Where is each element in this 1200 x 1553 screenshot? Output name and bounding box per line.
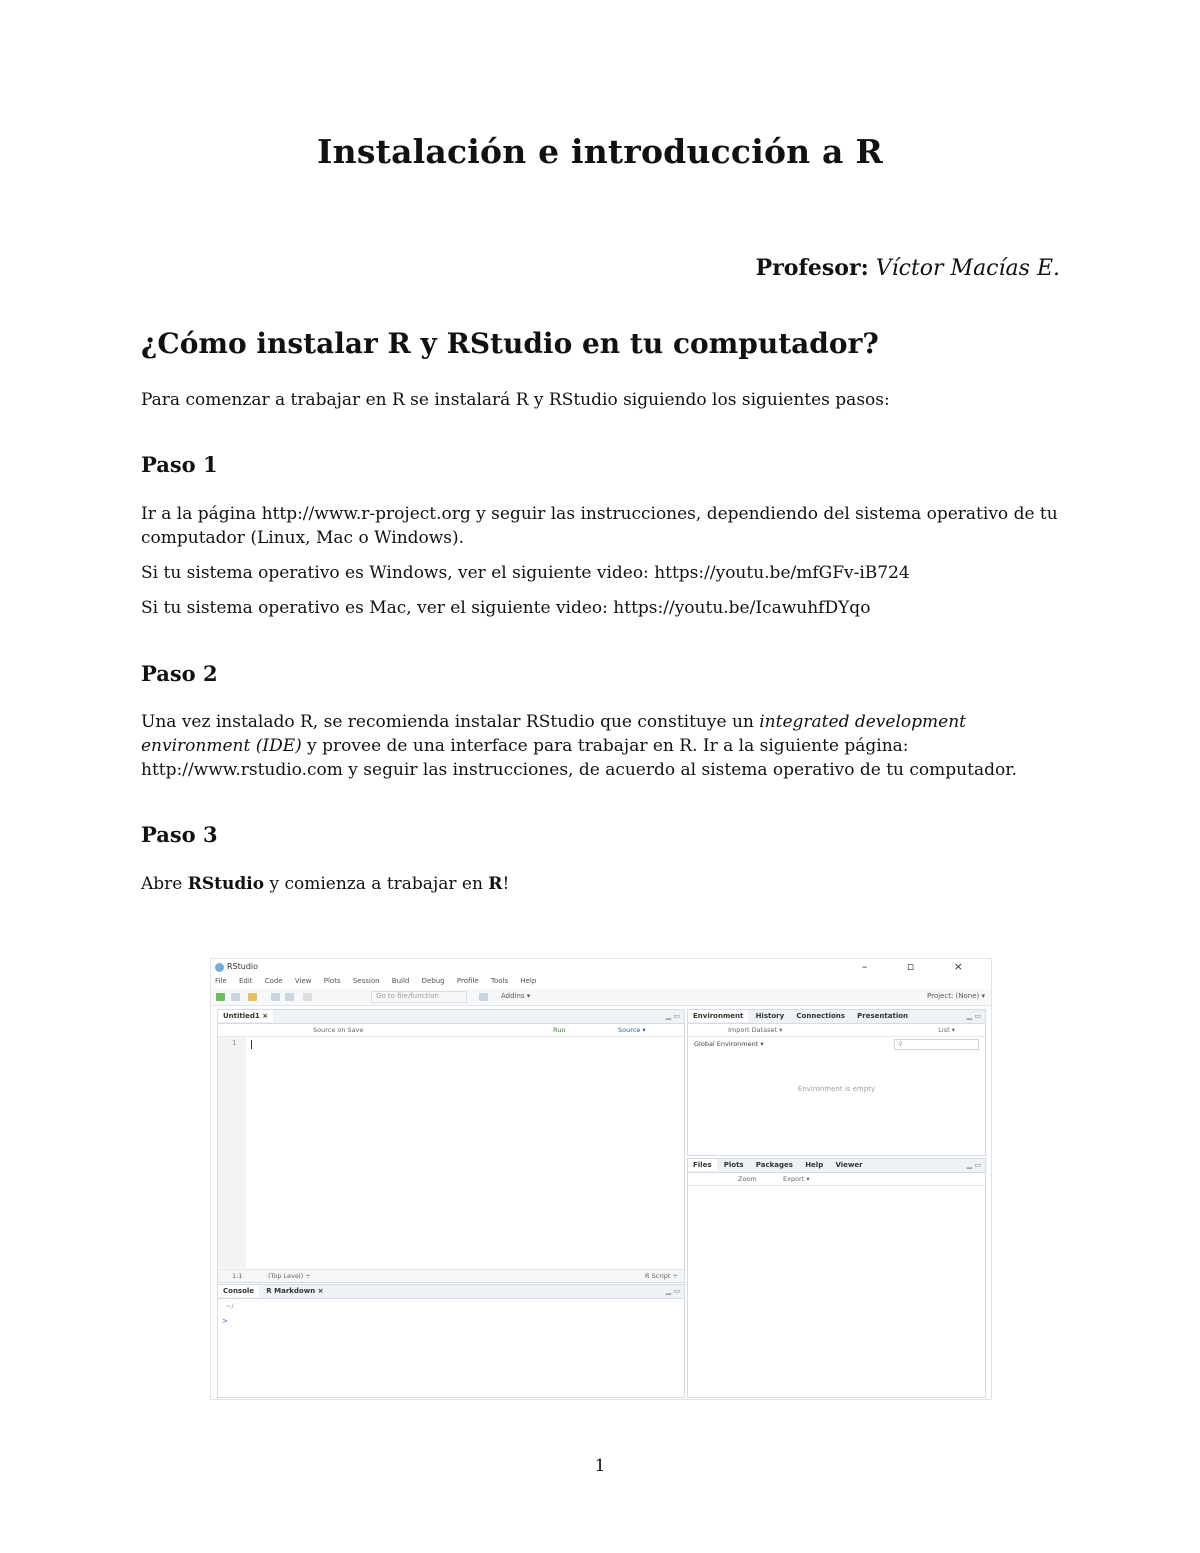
- paso3-text-b: y comienza a trabajar en: [264, 874, 489, 894]
- paso1-heading: Paso 1: [141, 452, 218, 477]
- author-name: Víctor Macías E.: [875, 256, 1060, 281]
- author-label: Profesor:: [755, 255, 869, 281]
- scope-indicator: (Top Level) ÷: [268, 1272, 311, 1280]
- text-cursor: [251, 1040, 252, 1049]
- files-toolbar: [688, 1173, 985, 1186]
- author-line: [756, 255, 1060, 281]
- section-heading: ¿Cómo instalar R y RStudio en tu computador?: [141, 327, 879, 360]
- save-all-icon: [285, 993, 294, 1001]
- paso3-r: R: [488, 874, 503, 894]
- cursor-position: 1:1: [232, 1272, 243, 1280]
- export-button: Export ▾: [783, 1175, 810, 1183]
- console-path: ~/: [226, 1302, 234, 1310]
- menu-debug: Debug: [421, 977, 445, 985]
- tab-presentation: Presentation: [857, 1012, 909, 1020]
- menu-profile: Profile: [456, 977, 479, 985]
- paso3-rstudio: RStudio: [187, 874, 265, 894]
- source-button: Source ▾: [618, 1026, 646, 1034]
- intro-paragraph: Para comenzar a trabajar en R se instalará R y RStudio siguiendo los siguientes pasos:: [141, 390, 890, 410]
- paso3-paragraph: [141, 872, 1061, 896]
- tab-history: History: [755, 1012, 785, 1020]
- tab-help: Help: [805, 1161, 824, 1169]
- source-on-save-checkbox: Source on Save: [313, 1026, 364, 1034]
- document-title: Instalación e introducción a R: [317, 132, 883, 171]
- editor-gutter: [218, 1037, 246, 1268]
- pane-controls-icon: ▁ ▭: [665, 1012, 680, 1020]
- page-number: 1: [594, 1456, 606, 1476]
- tab-environment: Environment: [688, 1010, 748, 1022]
- tab-plots: Plots: [723, 1161, 744, 1169]
- paso2-text-a: Una vez instalado R, se recomienda instalar RStudio que constituye un: [141, 712, 760, 732]
- paso1-mac-video: Si tu sistema operativo es Mac, ver el siguiente video: https://youtu.be/IcawuhfDYqo: [141, 598, 871, 618]
- tab-r-markdown: R Markdown ×: [266, 1287, 324, 1295]
- tab-files: Files: [688, 1159, 717, 1171]
- open-folder-icon: [248, 993, 257, 1001]
- files-pane-controls-icon: ▁ ▭: [966, 1161, 981, 1169]
- editor-pane: [217, 1009, 685, 1283]
- environment-tabs: [688, 1010, 985, 1024]
- tab-packages: Packages: [755, 1161, 793, 1169]
- editor-toolbar: [218, 1024, 684, 1037]
- new-file-icon: [216, 993, 225, 1001]
- print-icon: [303, 993, 312, 1001]
- grid-icon: [479, 993, 488, 1001]
- rstudio-logo-icon: [215, 963, 224, 972]
- paso3-heading: Paso 3: [141, 822, 218, 847]
- paso2-paragraph: [141, 710, 1061, 782]
- paso2-text-b: y provee de una interface para trabajar en R. Ir a la siguiente página: http://www.rstudio.com y seguir las instrucciones, de acuerdo al sistema operativo de tu computador.: [141, 736, 1017, 780]
- window-controls: – ▫ ×: [861, 960, 981, 973]
- tab-connections: Connections: [796, 1012, 845, 1020]
- console-pane: [217, 1284, 685, 1398]
- env-pane-controls-icon: ▁ ▭: [966, 1012, 981, 1020]
- rstudio-screenshot: [210, 958, 992, 1400]
- console-pane-controls-icon: ▁ ▭: [665, 1287, 680, 1295]
- rstudio-toolbar: [211, 989, 991, 1006]
- menu-help: Help: [520, 977, 537, 985]
- console-prompt: >: [222, 1317, 228, 1325]
- files-pane: [687, 1158, 986, 1398]
- environment-toolbar: [688, 1024, 985, 1037]
- file-type: R Script ÷: [645, 1272, 678, 1280]
- editor-tabs: [218, 1010, 684, 1024]
- new-project-icon: [231, 993, 240, 1001]
- files-tabs: [688, 1159, 985, 1173]
- paso2-heading: Paso 2: [141, 661, 218, 686]
- tab-untitled1: Untitled1 ×: [218, 1010, 273, 1022]
- line-number: 1: [232, 1039, 237, 1047]
- zoom-button: Zoom: [738, 1175, 757, 1183]
- goto-file-input: Go to file/function: [371, 991, 467, 1003]
- menu-session: Session: [352, 977, 380, 985]
- menu-file: File: [215, 977, 227, 985]
- environment-search: ⚲: [894, 1039, 979, 1050]
- environment-empty-message: Environment is empty: [797, 1085, 876, 1093]
- rstudio-titlebar: [211, 959, 991, 977]
- paso1-paragraph: Ir a la página http://www.r-project.org y seguir las instrucciones, dependiendo del sistema operativo de tu computador (Linux, Mac o Windows).: [141, 504, 1058, 548]
- editor-statusbar: [218, 1269, 684, 1282]
- run-button: Run: [553, 1026, 566, 1034]
- environment-pane: [687, 1009, 986, 1156]
- tab-viewer: Viewer: [835, 1161, 863, 1169]
- paso2-ide-term: integrated development environment (IDE): [141, 712, 966, 756]
- menu-build: Build: [391, 977, 410, 985]
- menu-plots: Plots: [323, 977, 341, 985]
- global-environment-select: Global Environment ▾: [694, 1040, 764, 1048]
- menu-code: Code: [264, 977, 283, 985]
- project-menu: Project: (None) ▾: [927, 992, 985, 1000]
- menu-tools: Tools: [490, 977, 509, 985]
- console-tabs: [218, 1285, 684, 1299]
- paso3-text-a: Abre: [141, 874, 188, 894]
- menu-edit: Edit: [238, 977, 253, 985]
- list-view-button: List ▾: [938, 1026, 955, 1034]
- menu-view: View: [294, 977, 312, 985]
- save-icon: [271, 993, 280, 1001]
- paso3-text-c: !: [502, 874, 510, 894]
- rstudio-window-title: RStudio: [227, 962, 259, 971]
- import-dataset-button: Import Dataset ▾: [728, 1026, 783, 1034]
- paso1-windows-video: Si tu sistema operativo es Windows, ver el siguiente video: https://youtu.be/mfGFv-iB724: [141, 563, 910, 583]
- tab-console: Console: [218, 1285, 259, 1297]
- rstudio-menubar: [215, 977, 546, 989]
- addins-menu: Addins ▾: [501, 992, 531, 1000]
